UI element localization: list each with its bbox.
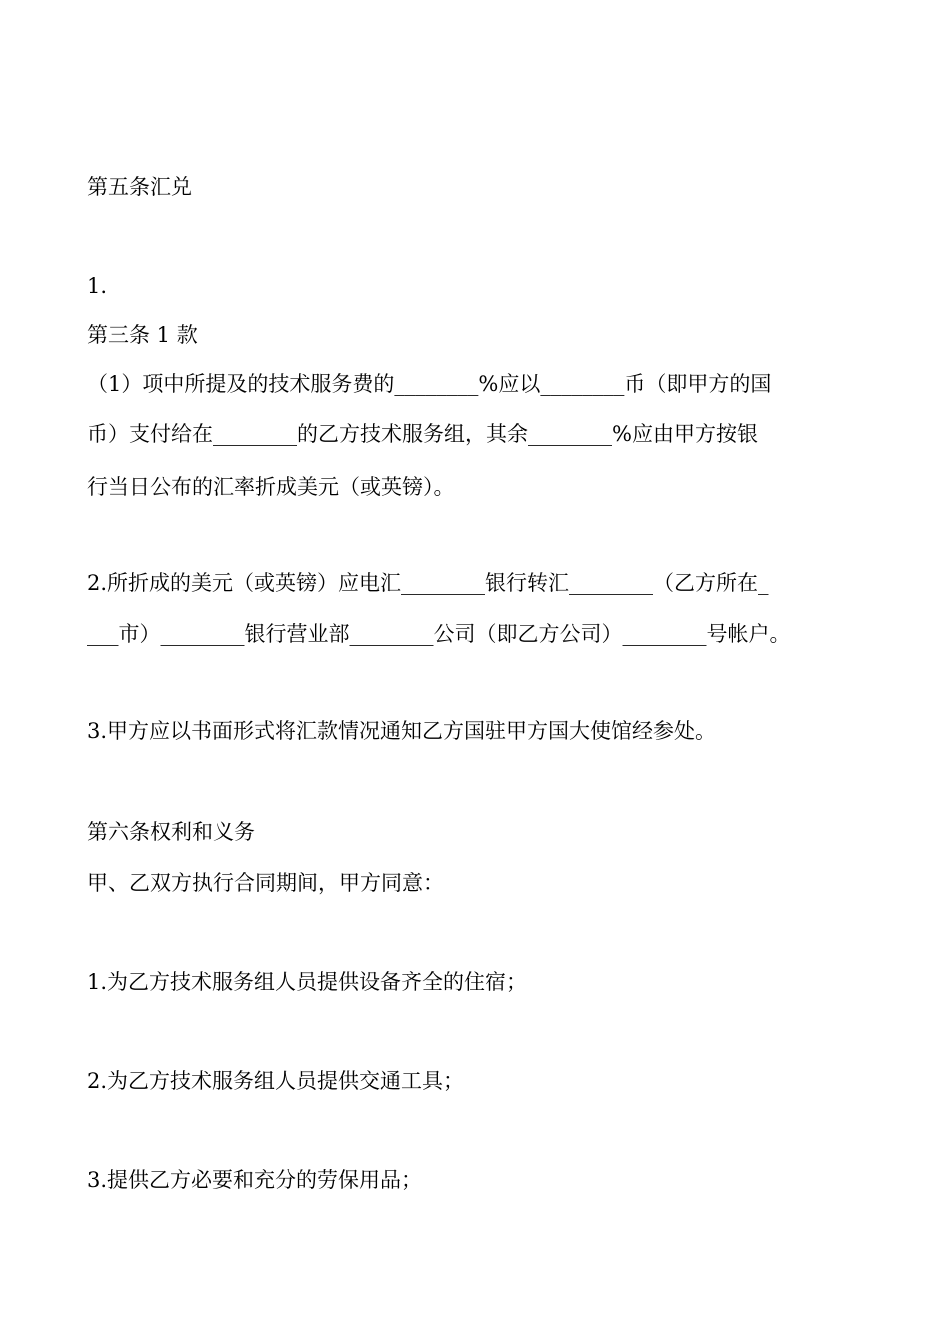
item-1-text-line-2: 币）支付给在________的乙方技术服务组，其余________%应由甲方按银 [87, 422, 758, 446]
article6-intro: 甲、乙双方执行合同期间，甲方同意： [87, 871, 444, 895]
article6-item-2: 2.为乙方技术服务组人员提供交通工具； [87, 1069, 465, 1093]
item-1-text-line-3: 行当日公布的汇率折成美元（或英镑）。 [87, 475, 455, 499]
item-1-number: 1. [87, 274, 108, 298]
item-1-reference: 第三条 1 款 [87, 323, 198, 347]
article6-item-1: 1.为乙方技术服务组人员提供设备齐全的住宿； [87, 970, 528, 994]
item-3-text: 3.甲方应以书面形式将汇款情况通知乙方国驻甲方国大使馆经参处。 [87, 719, 717, 743]
item-2-text-line-1: 2.所折成的美元（或英镑）应电汇________银行转汇________（乙方所在_ [87, 571, 769, 595]
article5-heading: 第五条汇兑 [87, 175, 192, 199]
item-2-text-line-2: ___市）________银行营业部________公司（即乙方公司）________号帐户。 [87, 622, 791, 646]
article6-item-3: 3.提供乙方必要和充分的劳保用品； [87, 1168, 423, 1192]
item-1-text-line-1: （1）项中所提及的技术服务费的________%应以________币（即甲方的国 [87, 372, 772, 396]
article6-heading: 第六条权利和义务 [87, 820, 255, 844]
